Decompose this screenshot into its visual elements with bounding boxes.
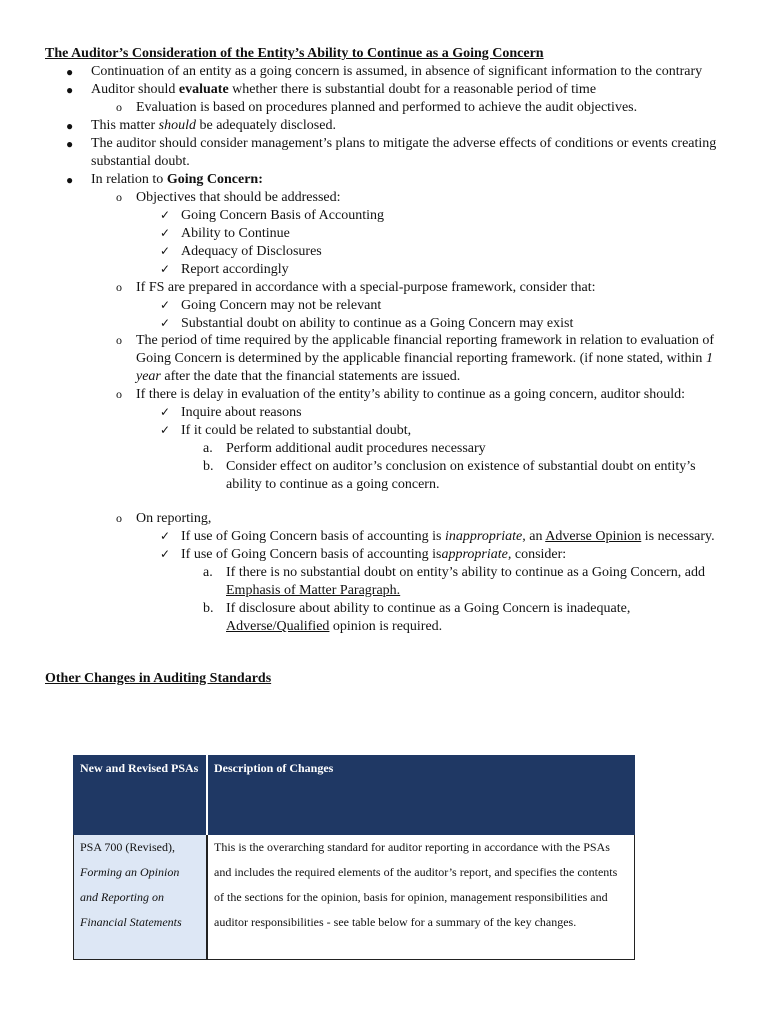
bullet-plans-line2: substantial doubt.: [91, 154, 190, 169]
circle-bullet-icon: o: [116, 280, 122, 294]
bullet-icon: ●: [66, 65, 74, 79]
check-icon: ✓: [160, 547, 171, 561]
period-line2: Going Concern is determined by the applicable financial reporting framework. (if none stated, within 1: [136, 351, 713, 366]
list-number: b.: [203, 601, 214, 616]
column-header-description: Description of Changes: [207, 756, 635, 835]
delay-b-line1: Consider effect on auditor’s conclusion on existence of substantial doubt on entity’s: [226, 459, 696, 474]
bullet-icon: ●: [66, 173, 74, 187]
bullet-icon: ●: [66, 83, 74, 97]
psa-name: PSA 700 (Revised),: [80, 840, 176, 854]
table-row: [74, 835, 635, 960]
reporting-a-line1: If there is no substantial doubt on entity’s ability to continue as a Going Concern, add: [226, 565, 706, 580]
circle-bullet-icon: o: [116, 100, 122, 114]
delay-item: If it could be related to substantial doubt,: [181, 423, 412, 438]
bullet-disclosed: This matter should be adequately disclosed.: [91, 118, 336, 133]
objective-item: Adequacy of Disclosures: [181, 244, 322, 259]
delay-b-line2: ability to continue as a going concern.: [226, 477, 440, 492]
objectives-heading: Objectives that should be addressed:: [136, 190, 341, 205]
objective-item: Ability to Continue: [181, 226, 290, 241]
psa-cell: [74, 835, 208, 960]
check-icon: ✓: [160, 423, 171, 437]
check-icon: ✓: [160, 262, 171, 276]
objective-item: Report accordingly: [181, 262, 289, 277]
fs-heading: If FS are prepared in accordance with a special-purpose framework, consider that:: [136, 280, 596, 295]
reporting-b-line2: Adverse/Qualified opinion is required.: [226, 619, 443, 634]
table-header-row: [74, 756, 635, 835]
reporting-item-inappropriate: If use of Going Concern basis of accounting is inappropriate, an Adverse Opinion is necessary.: [181, 529, 715, 544]
check-icon: ✓: [160, 316, 171, 330]
objective-item: Going Concern Basis of Accounting: [181, 208, 384, 223]
bullet-icon: ●: [66, 119, 74, 133]
delay-heading: If there is delay in evaluation of the entity’s ability to continue as a going concern, auditor should:: [136, 387, 685, 402]
psa-changes-table: [73, 755, 635, 960]
bullet-going-concern: In relation to Going Concern:: [91, 172, 263, 187]
check-icon: ✓: [160, 529, 171, 543]
reporting-heading: On reporting,: [136, 511, 212, 526]
period-line3: year after the date that the financial statements are issued.: [136, 369, 461, 384]
fs-item: Substantial doubt on ability to continue as a Going Concern may exist: [181, 316, 574, 331]
check-icon: ✓: [160, 405, 171, 419]
reporting-item-appropriate: If use of Going Concern basis of accounting isappropriate, consider:: [181, 547, 567, 562]
bullet-plans-line1: The auditor should consider management’s plans to mitigate the adverse effects of conditions or events creating: [91, 136, 717, 151]
delay-item: Inquire about reasons: [181, 405, 302, 420]
list-number: b.: [203, 459, 214, 474]
bullet-continuation: Continuation of an entity as a going concern is assumed, in absence of significant information to the contrary: [91, 64, 703, 79]
bullet-evaluate: Auditor should evaluate whether there is substantial doubt for a reasonable period of time: [91, 82, 597, 97]
section-title-going-concern: The Auditor’s Consideration of the Entity’s Ability to Continue as a Going Concern: [45, 46, 544, 61]
reporting-a-line2: Emphasis of Matter Paragraph.: [226, 583, 401, 598]
fs-item: Going Concern may not be relevant: [181, 298, 382, 313]
description-cell: This is the overarching standard for auditor reporting in accordance with the PSAs and includes the required elements of the auditor’s report, and specifies the contents of the sections for the opinion, basis for opinion, management responsibilities and auditor responsibilities - see table below for a summary of the key changes.: [207, 835, 635, 960]
list-number: a.: [203, 441, 213, 456]
check-icon: ✓: [160, 226, 171, 240]
check-icon: ✓: [160, 208, 171, 222]
list-number: a.: [203, 565, 213, 580]
circle-bullet-icon: o: [116, 190, 122, 204]
check-icon: ✓: [160, 244, 171, 258]
section-title-other-changes: Other Changes in Auditing Standards: [45, 671, 272, 686]
bullet-icon: ●: [66, 137, 74, 151]
psa-subtitle: Forming an Opinion and Reporting on Financial Statements: [80, 865, 182, 929]
column-header-psas: New and Revised PSAs: [74, 756, 208, 835]
circle-bullet-icon: o: [116, 511, 122, 525]
check-icon: ✓: [160, 298, 171, 312]
sub-evaluation: Evaluation is based on procedures planned and performed to achieve the audit objectives.: [136, 100, 638, 115]
circle-bullet-icon: o: [116, 387, 122, 401]
reporting-b-line1: If disclosure about ability to continue as a Going Concern is inadequate,: [226, 601, 631, 616]
circle-bullet-icon: o: [116, 333, 122, 347]
period-line1: The period of time required by the applicable financial reporting framework in relation to evaluation of: [136, 333, 715, 348]
delay-a: Perform additional audit procedures necessary: [226, 441, 486, 456]
